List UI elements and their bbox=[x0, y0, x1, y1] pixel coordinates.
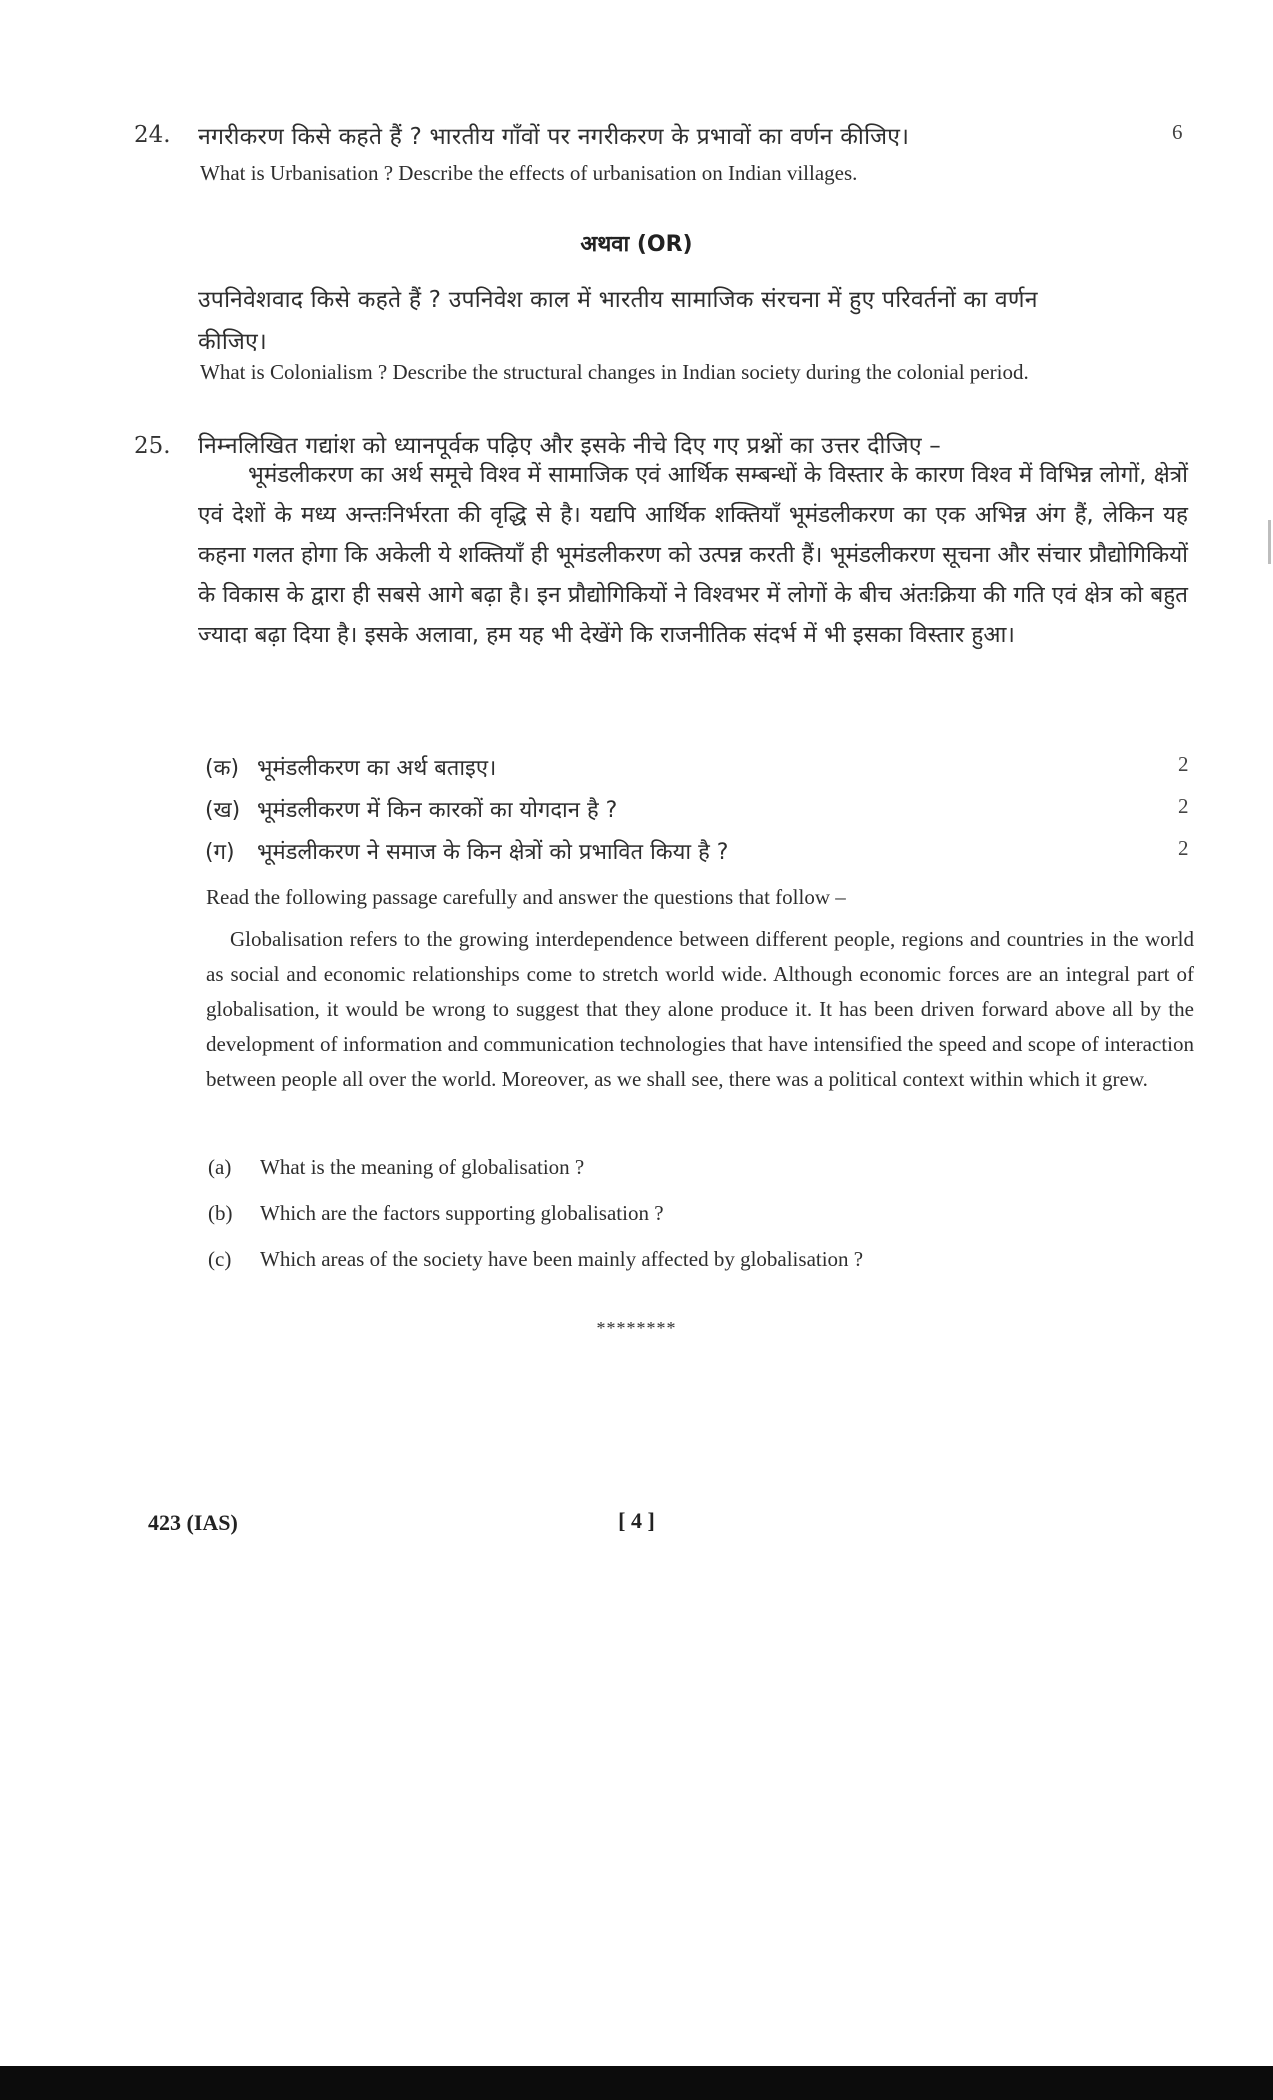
scan-bottom-border bbox=[0, 2066, 1273, 2100]
question-24-hindi: नगरीकरण किसे कहते हैं ? भारतीय गाँवों पर नगरीकरण के प्रभावों का वर्णन कीजिए। bbox=[198, 124, 910, 150]
question-25-sub-hindi-ga bbox=[205, 836, 728, 866]
sub-label: (ख) bbox=[205, 798, 241, 823]
sub-text: Which areas of the society have been mainly affected by globalisation ? bbox=[260, 1247, 864, 1271]
question-25-sub-english-a bbox=[208, 1155, 584, 1180]
sub-label: (क) bbox=[205, 756, 240, 781]
question-25-sub-hindi-kha bbox=[205, 794, 617, 824]
sub-label: (b) bbox=[208, 1201, 233, 1225]
question-24-number: 24. bbox=[134, 122, 171, 148]
question-25-kha-marks: 2 bbox=[1178, 794, 1189, 818]
scan-edge-mark bbox=[1268, 520, 1271, 564]
sub-text: भूमंडलीकरण में किन कारकों का योगदान है ? bbox=[257, 798, 618, 823]
question-24-alt-hindi-line2: कीजिए। bbox=[198, 329, 267, 355]
question-25-sub-english-c bbox=[208, 1247, 863, 1272]
sub-label: (ग) bbox=[205, 840, 235, 865]
question-25-ka-marks: 2 bbox=[1178, 752, 1189, 776]
sub-text: Which are the factors supporting globalisation ? bbox=[260, 1201, 664, 1225]
question-24-alt-english: What is Colonialism ? Describe the structural changes in Indian society during the colonial period. bbox=[200, 360, 1029, 384]
sub-text: भूमंडलीकरण का अर्थ बताइए। bbox=[257, 756, 497, 781]
question-25-passage-english: Globalisation refers to the growing interdependence between different people, regions and countries in the world as social and economic relationships come to stretch world wide. Although economic forces are an integral part of globalisation, it would be wrong to suggest that they alone produce it. It has been driven forward above all by the development of information and communication technologies that have intensified the speed and scope of interaction between people all over the world. Moreover, as we shall see, there was a political context within which it grew. bbox=[206, 927, 1194, 1091]
question-25-passage-hindi: भूमंडलीकरण का अर्थ समूचे विश्व में सामाजिक एवं आर्थिक सम्बन्धों के विस्तार के कारण विश्व में विभिन्न लोगों, क्षेत्रों एवं देशों के मध्य अन्तःनिर्भरता की वृद्धि से है। यद्यपि आर्थिक शक्तियाँ भूमंडलीकरण का एक अभिन्न अंग हैं, लेकिन यह कहना गलत होगा कि अकेली ये शक्तियाँ ही भूमंडलीकरण को उत्पन्न करती हैं। भूमंडलीकरण सूचना और संचार प्रौद्योगिकियों के विकास के द्वारा ही सबसे आगे बढ़ा है। इन प्रौद्योगिकियों ने विश्वभर में लोगों के बीच अंतःक्रिया की गति एवं क्षेत्र को बहुत ज्यादा बढ़ा दिया है। इसके अलावा, हम यह भी देखेंगे कि राजनीतिक संदर्भ में भी इसका विस्तार हुआ। bbox=[198, 462, 1188, 648]
question-24-marks: 6 bbox=[1172, 120, 1183, 144]
sub-label: (c) bbox=[208, 1247, 232, 1271]
question-25-sub-hindi-ka bbox=[205, 752, 496, 782]
sub-label: (a) bbox=[208, 1155, 232, 1179]
sub-text: भूमंडलीकरण ने समाज के किन क्षेत्रों को प्रभावित किया है ? bbox=[257, 840, 729, 865]
page-number: [ 4 ] bbox=[618, 1508, 655, 1533]
question-24-alt-hindi-line1: उपनिवेशवाद किसे कहते हैं ? उपनिवेश काल में भारतीय सामाजिक संरचना में हुए परिवर्तनों का वर्णन bbox=[198, 287, 1038, 313]
or-heading: अथवा (OR) bbox=[580, 232, 693, 257]
end-marker: ******** bbox=[596, 1318, 677, 1338]
question-25-sub-english-b bbox=[208, 1201, 664, 1226]
question-24-english: What is Urbanisation ? Describe the effects of urbanisation on Indian villages. bbox=[200, 161, 858, 185]
paper-code: 423 (IAS) bbox=[148, 1510, 238, 1535]
sub-text: What is the meaning of globalisation ? bbox=[260, 1155, 585, 1179]
question-25-number: 25. bbox=[134, 433, 171, 459]
question-25-ga-marks: 2 bbox=[1178, 836, 1189, 860]
question-25-instruction-hindi: निम्नलिखित गद्यांश को ध्यानपूर्वक पढ़िए और इसके नीचे दिए गए प्रश्नों का उत्तर दीजिए – bbox=[198, 433, 941, 459]
question-25-instruction-english: Read the following passage carefully and answer the questions that follow – bbox=[206, 885, 846, 909]
